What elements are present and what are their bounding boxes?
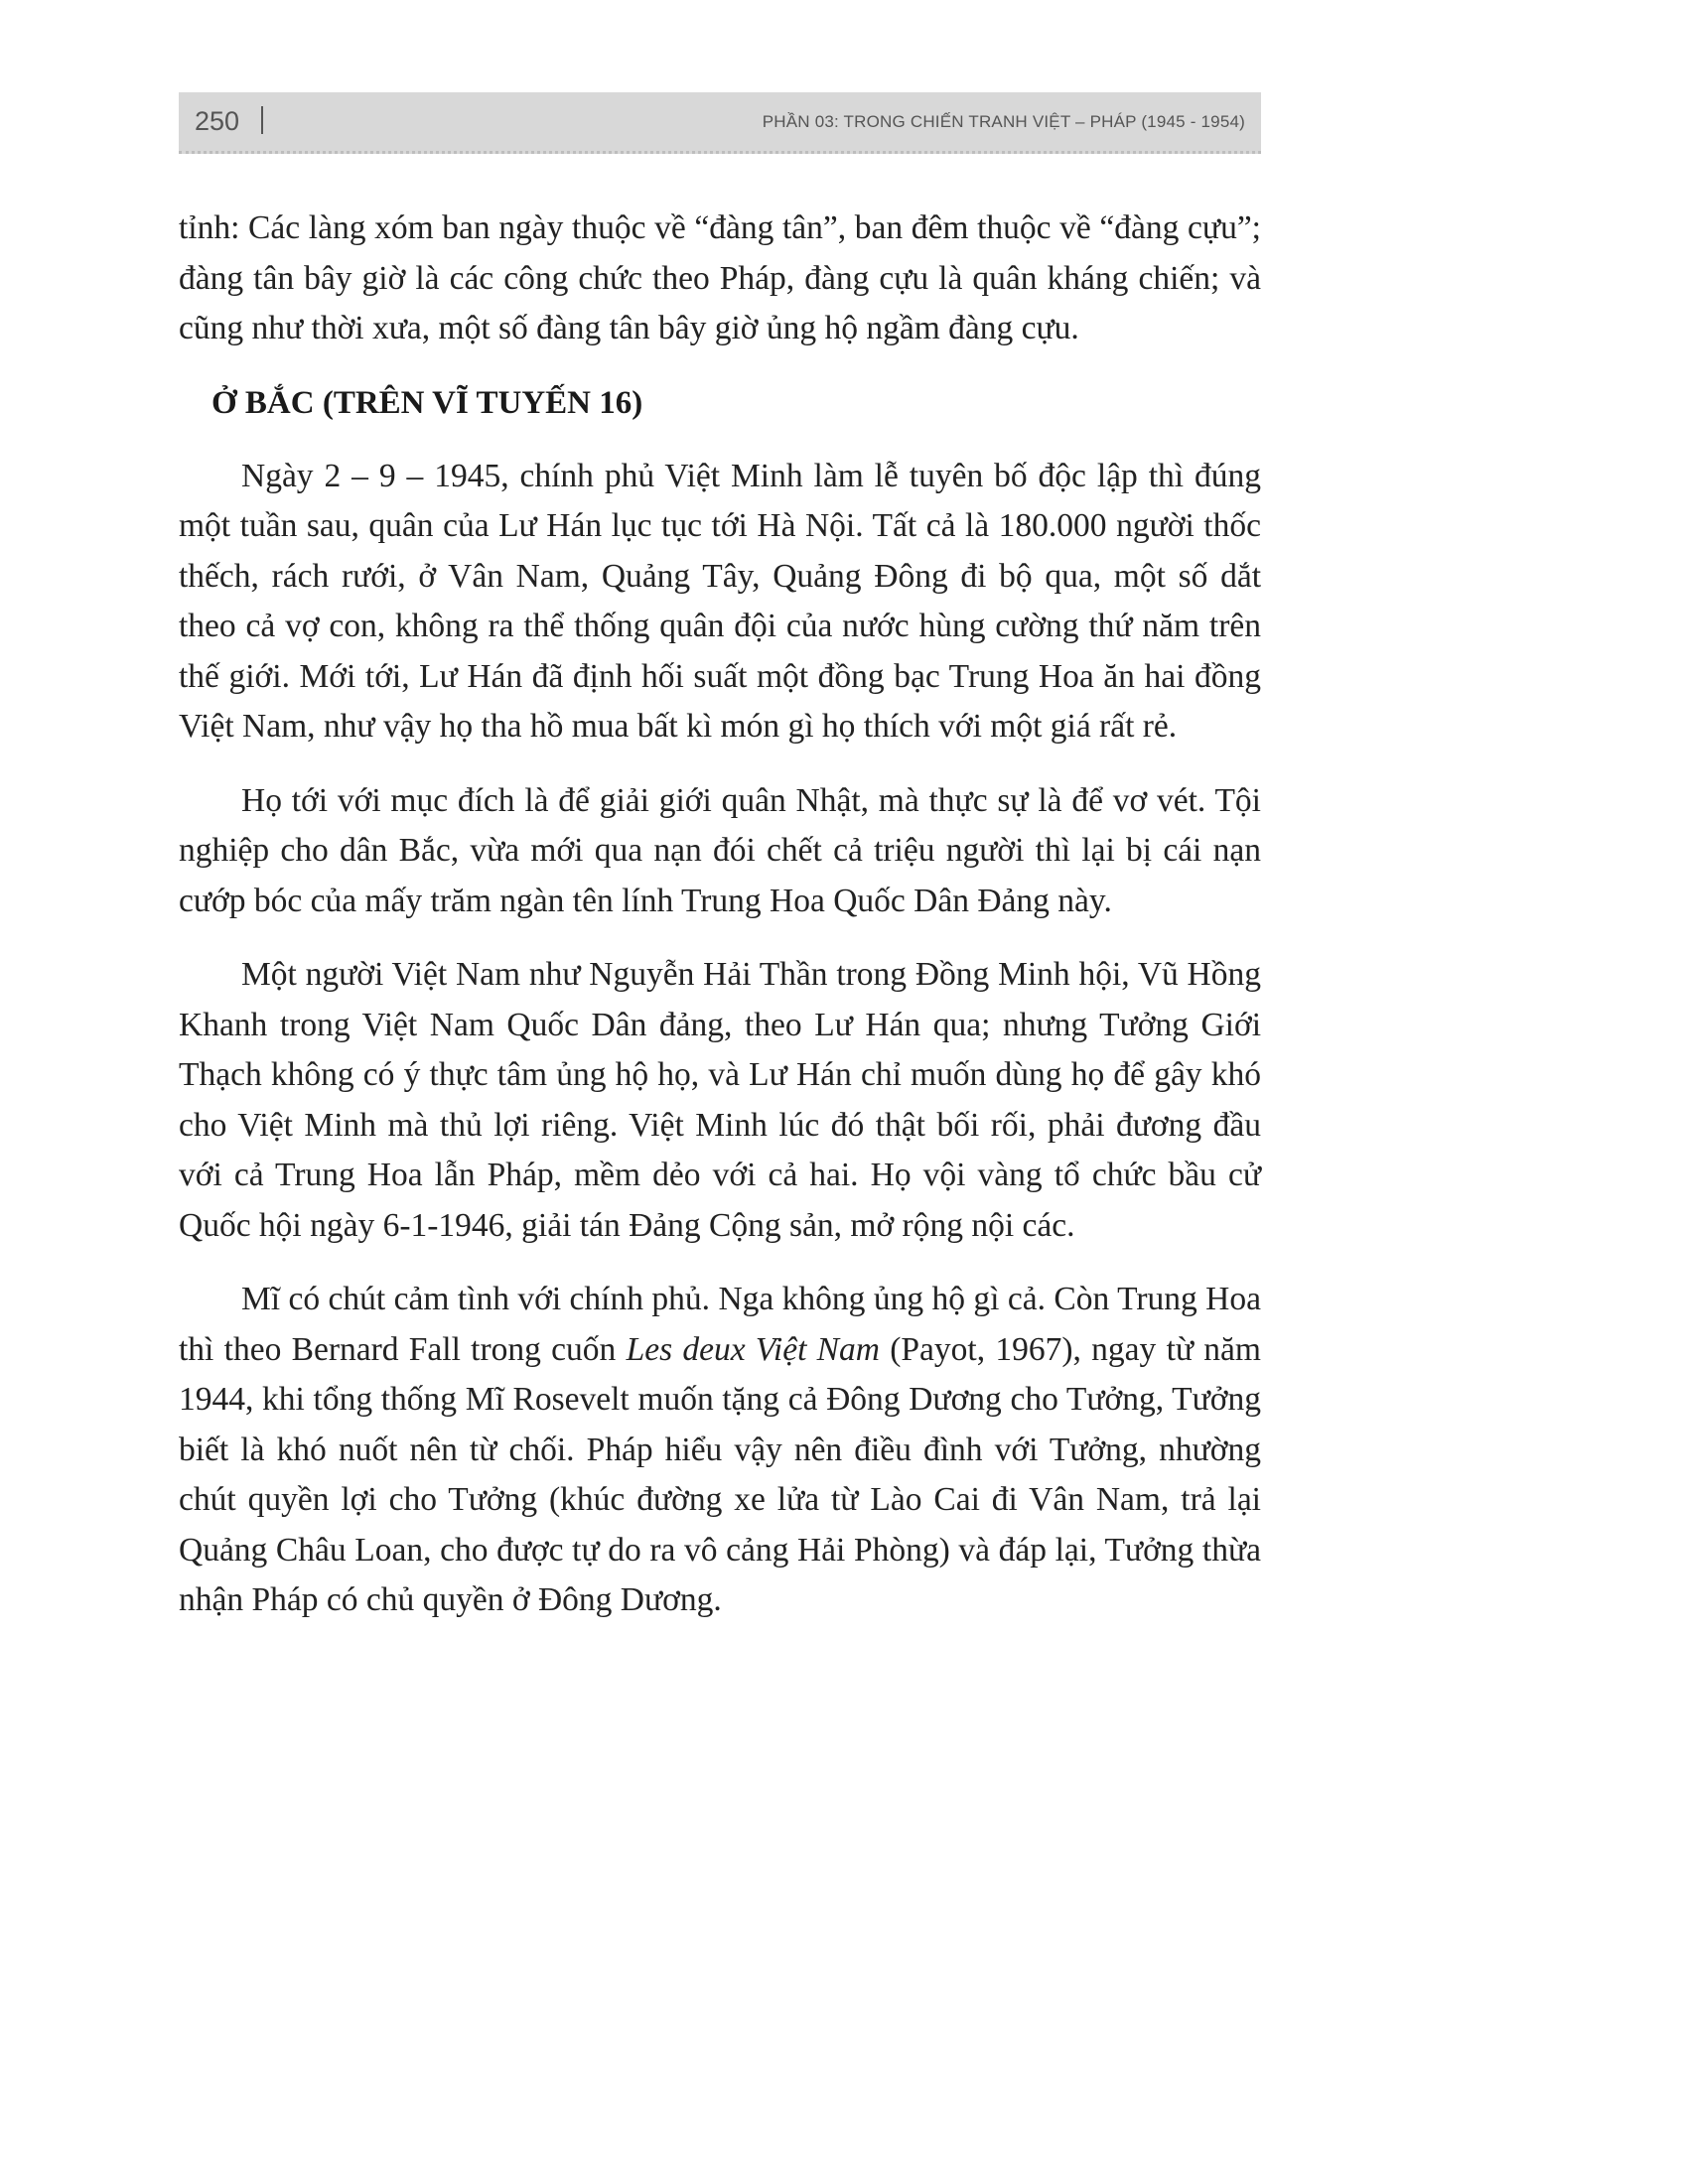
page-header — [179, 92, 1261, 154]
page-body — [179, 204, 1261, 1650]
header-divider — [261, 106, 263, 134]
section-heading: Ở BẮC (TRÊN VĨ TUYẾN 16) — [211, 384, 643, 421]
paragraph-text: Mĩ có chút cảm tình với chính phủ. Nga không ủng hộ gì cả. Còn Trung Hoa thì theo Bernard Fall trong cuốn — [179, 1281, 1261, 1368]
paragraph-continued: tỉnh: Các làng xóm ban ngày thuộc về “đàng tân”, ban đêm thuộc về “đàng cựu”; đàng tân bây giờ là các công chức theo Pháp, đàng cựu là quân kháng chiến; và cũng như thời xưa, một số đàng tân bây giờ ủng hộ ngầm đàng cựu. — [179, 209, 1261, 346]
paragraph: Một người Việt Nam như Nguyễn Hải Thần trong Đồng Minh hội, Vũ Hồng Khanh trong Việt Nam Quốc Dân đảng, theo Lư Hán qua; nhưng Tưởng Giới Thạch không có ý thực tâm ủng hộ họ, và Lư Hán chỉ muốn dùng họ để gây khó cho Việt Minh mà thủ lợi riêng. Việt Minh lúc đó thật bối rối, phải đương đầu với cả Trung Hoa lẫn Pháp, mềm dẻo với cả hai. Họ vội vàng tổ chức bầu cử Quốc hội ngày 6-1-1946, giải tán Đảng Cộng sản, mở rộng nội các. — [179, 956, 1261, 1244]
paragraph: Họ tới với mục đích là để giải giới quân Nhật, mà thực sự là để vơ vét. Tội nghiệp cho dân Bắc, vừa mới qua nạn đói chết cả triệu người thì lại bị cái nạn cướp bóc của mấy trăm ngàn tên lính Trung Hoa Quốc Dân Đảng này. — [179, 781, 1261, 919]
page-number: 250 — [195, 106, 240, 136]
paragraph — [179, 1275, 1261, 1626]
paragraph: Ngày 2 – 9 – 1945, chính phủ Việt Minh làm lễ tuyên bố độc lập thì đúng một tuần sau, quân của Lư Hán lục tục tới Hà Nội. Tất cả là 180.000 người thốc thếch, rách rưới, ở Vân Nam, Quảng Tây, Quảng Đông đi bộ qua, một số dắt theo cả vợ con, không ra thể thống quân đội của nước hùng cường thứ năm trên thế giới. Mới tới, Lư Hán đã định hối suất một đồng bạc Trung Hoa ăn hai đồng Việt Nam, như vậy họ tha hồ mua bất kì món gì họ thích với một giá rất rẻ. — [179, 457, 1261, 745]
book-title: Les deux Việt Nam — [626, 1330, 880, 1368]
running-head: PHẦN 03: TRONG CHIẾN TRANH VIỆT – PHÁP (1945 - 1954) — [762, 112, 1245, 131]
paragraph-text: (Payot, 1967), ngay từ năm 1944, khi tổng thống Mĩ Rosevelt muốn tặng cả Đông Dương cho Tưởng, Tưởng biết là khó nuốt nên từ chối. Pháp hiểu vậy nên điều đình với Tưởng, nhường chút quyền lợi cho Tưởng (khúc đường xe lửa từ Lào Cai đi Vân Nam, trả lại Quảng Châu Loan, cho được tự do ra vô cảng Hải Phòng) và đáp lại, Tưởng thừa nhận Pháp có chủ quyền ở Đông Dương. — [179, 1330, 1261, 1618]
